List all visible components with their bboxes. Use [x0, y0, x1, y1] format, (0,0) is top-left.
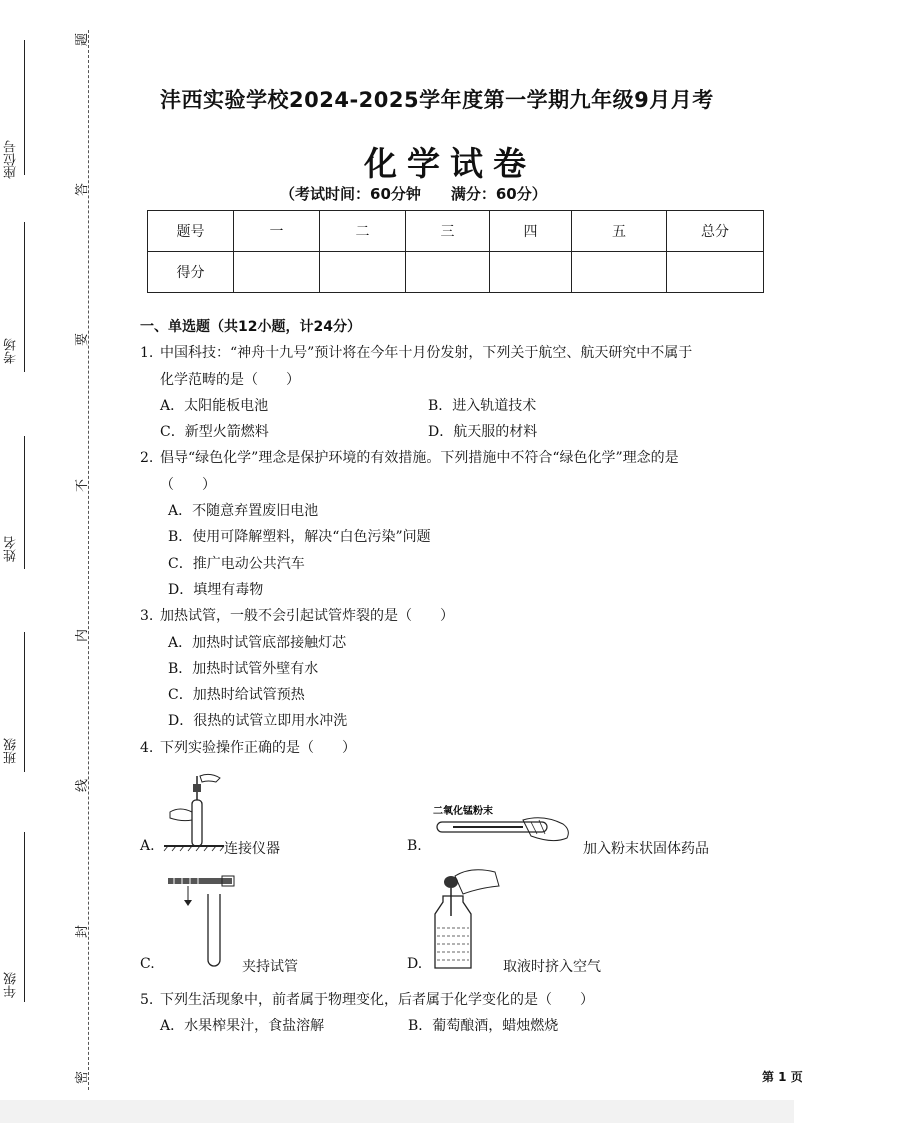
- figure-caption: 加入粉末状固体药品: [583, 841, 709, 857]
- option-a[interactable]: A．不随意弃置废旧电池: [168, 503, 319, 520]
- page-number: 第 1 页: [762, 1070, 803, 1084]
- page-gap: [0, 1100, 794, 1123]
- seal-char: 答: [75, 182, 91, 197]
- option-b[interactable]: B．进入轨道技术: [428, 397, 537, 414]
- figure-caption: 取液时挤入空气: [503, 959, 601, 975]
- option-b[interactable]: B．加热时试管外壁有水: [168, 660, 319, 677]
- school-title: 沣西实验学校2024-2025学年度第一学期九年级9月月考: [160, 88, 714, 112]
- score-table-header-row: [148, 211, 764, 252]
- exam-time: （考试时间：60分钟: [280, 185, 421, 203]
- question-5: [140, 987, 790, 1040]
- question-text: 中国科技：“神舟十九号”预计将在今年十月份发射，下列关于航空、航天研究中不属于: [160, 345, 693, 362]
- exam-info: [280, 183, 547, 204]
- seat-number-label: 座位号: [4, 140, 19, 179]
- grade-line: [24, 832, 25, 1002]
- question-1: [140, 340, 790, 445]
- questions: [140, 314, 790, 761]
- class-line: [24, 632, 25, 772]
- option-a[interactable]: A．水果榨果汁，食盐溶解: [160, 1018, 325, 1035]
- paper-title-char: 化: [364, 144, 407, 183]
- figure-label: D.: [407, 956, 423, 972]
- question-text: 下列实验操作正确的是（ ）: [160, 739, 356, 756]
- option-d[interactable]: D．航天服的材料: [428, 424, 538, 441]
- option-b[interactable]: B．葡萄酿酒，蜡烛燃烧: [408, 1018, 559, 1035]
- question-text: 下列生活现象中，前者属于物理变化，后者属于化学变化的是（ ）: [160, 992, 594, 1008]
- option-c[interactable]: C．新型火箭燃料: [160, 424, 269, 441]
- figure-b[interactable]: [407, 806, 787, 862]
- score-input-cell[interactable]: [490, 252, 572, 293]
- score-table-cell: 得分: [148, 252, 234, 293]
- question-number: 5.: [140, 992, 154, 1008]
- option-a[interactable]: A．加热时试管底部接触灯芯: [168, 634, 347, 651]
- seal-char: 要: [75, 332, 91, 347]
- figure-label: C.: [140, 956, 155, 972]
- class-label: 班级: [4, 738, 19, 764]
- score-table-score-row: [148, 252, 764, 293]
- seal-char: 内: [75, 628, 91, 643]
- score-table-cell: 二: [320, 211, 406, 252]
- full-score: 满分：60分）: [450, 185, 547, 203]
- score-input-cell[interactable]: [406, 252, 490, 293]
- paper-title-char: 卷: [493, 144, 536, 183]
- option-b[interactable]: B．使用可降解塑料，解决“白色污染”问题: [168, 529, 431, 546]
- seal-char: 不: [75, 478, 91, 493]
- option-d[interactable]: D．填埋有毒物: [168, 581, 264, 598]
- figure-a[interactable]: [140, 770, 400, 860]
- seal-char: 题: [75, 32, 91, 47]
- paper-title-char: 试: [450, 144, 493, 183]
- score-table-cell: 五: [572, 211, 667, 252]
- question-3: [140, 603, 790, 734]
- score-input-cell[interactable]: [234, 252, 320, 293]
- figure-label: B.: [407, 838, 422, 854]
- question-2: [140, 445, 790, 603]
- seal-char: 封: [75, 924, 91, 939]
- exam-room-label: 考场: [4, 338, 19, 364]
- section-heading: 一、单选题（共12小题，计24分）: [140, 319, 361, 335]
- score-table-cell: 三: [406, 211, 490, 252]
- name-line: [24, 436, 25, 569]
- option-d[interactable]: D．很热的试管立即用水冲洗: [168, 713, 348, 730]
- connect-apparatus-illustration: [160, 770, 230, 855]
- option-c[interactable]: C．推广电动公共汽车: [168, 555, 305, 572]
- question-number: 3.: [140, 608, 154, 625]
- figure-caption: 连接仪器: [224, 841, 280, 857]
- score-table-cell: 题号: [148, 211, 234, 252]
- score-table-cell: 总分: [667, 211, 764, 252]
- option-a[interactable]: A．太阳能板电池: [160, 397, 269, 414]
- hold-test-tube-illustration: [164, 872, 244, 972]
- seal-char: 密: [75, 1070, 91, 1085]
- figure-d[interactable]: [407, 866, 787, 978]
- paper-title: [0, 138, 900, 185]
- figure-label: A.: [140, 838, 155, 854]
- question-text: 加热试管，一般不会引起试管炸裂的是（ ）: [160, 608, 454, 625]
- figure-c[interactable]: [140, 872, 400, 977]
- exam-room-line: [24, 222, 25, 372]
- paper-title-char: 学: [407, 144, 450, 183]
- seal-char: 线: [75, 778, 91, 793]
- question-number: 1.: [140, 345, 154, 362]
- score-table: [147, 210, 764, 293]
- question-4: [140, 735, 790, 761]
- score-input-cell[interactable]: [320, 252, 406, 293]
- question-number: 4.: [140, 739, 154, 756]
- figure-inset-text: 二氧化锰粉末: [433, 806, 493, 817]
- name-label: 姓名: [4, 536, 19, 562]
- score-input-cell[interactable]: [572, 252, 667, 293]
- question-number: 2.: [140, 450, 154, 467]
- add-powder-illustration: [433, 804, 583, 850]
- option-row: [140, 393, 790, 419]
- score-table-cell: 四: [490, 211, 572, 252]
- question-text: 化学范畴的是（ ）: [160, 371, 300, 388]
- option-row: [140, 1013, 790, 1039]
- question-text: （ ）: [160, 476, 216, 493]
- grade-label: 年级: [4, 972, 19, 998]
- question-text: 倡导“绿色化学”理念是保护环境的有效措施。下列措施中不符合“绿色化学”理念的是: [160, 450, 679, 467]
- dropper-illustration: [429, 866, 509, 974]
- figure-caption: 夹持试管: [242, 959, 298, 975]
- score-table-cell: 一: [234, 211, 320, 252]
- option-c[interactable]: C．加热时给试管预热: [168, 687, 305, 704]
- option-row: [140, 419, 790, 445]
- score-input-cell[interactable]: [667, 252, 764, 293]
